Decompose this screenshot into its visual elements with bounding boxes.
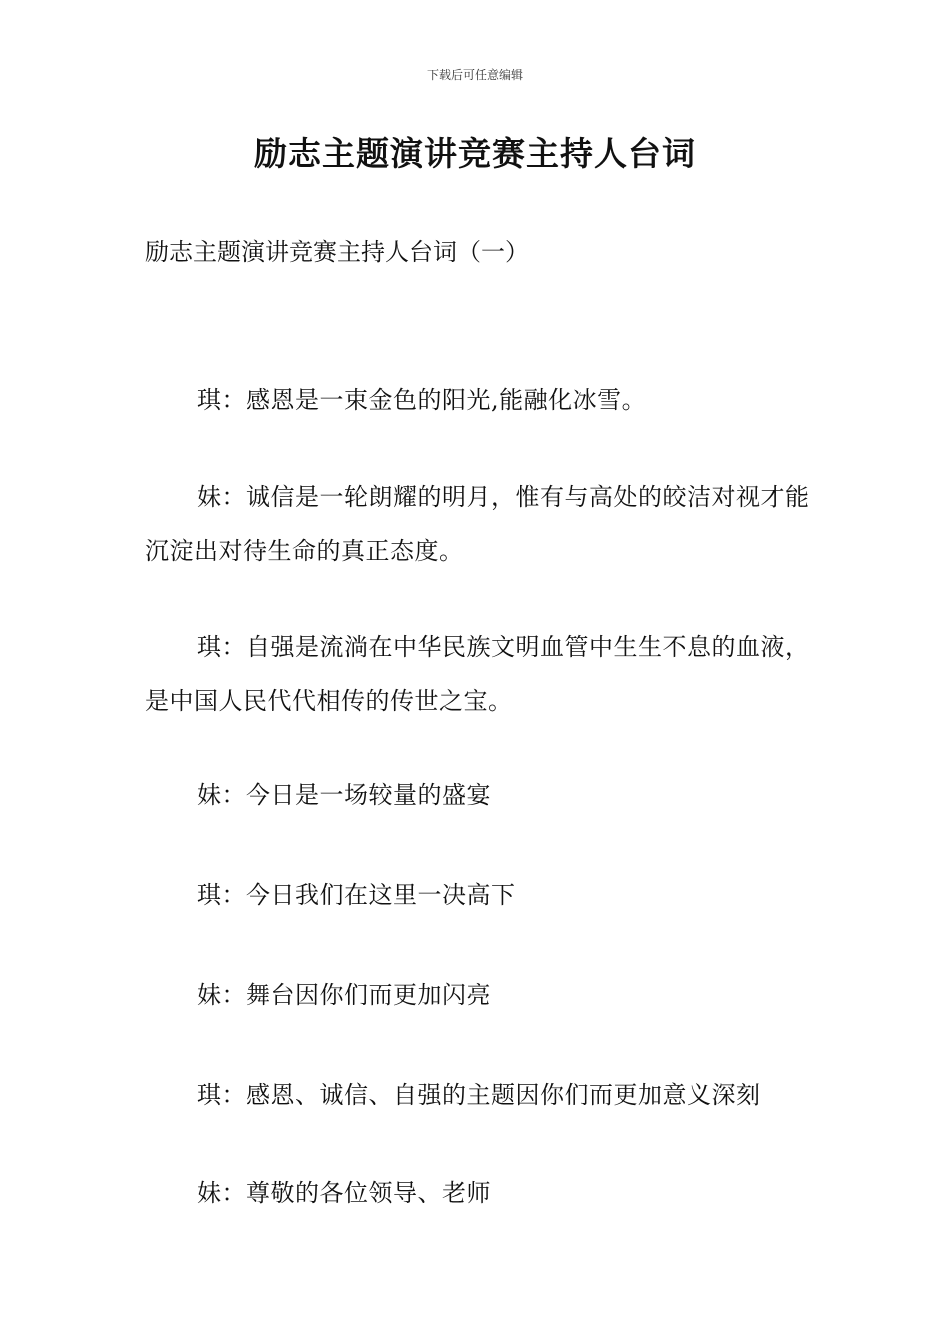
paragraph-4: 妹：今日是一场较量的盛宴 xyxy=(197,781,491,809)
paragraph-2: 妹：诚信是一轮朗耀的明月，惟有与高处的皎洁对视才能沉淀出对待生命的真正态度。 xyxy=(145,483,810,565)
paragraph-7: 琪：感恩、诚信、自强的主题因你们而更加意义深刻 xyxy=(197,1081,761,1109)
paragraph-3: 琪：自强是流淌在中华民族文明血管中生生不息的血液，是中国人民代代相传的传世之宝。 xyxy=(145,633,810,715)
paragraph-1: 琪：感恩是一束金色的阳光,能融化冰雪。 xyxy=(197,386,647,414)
paragraph-8: 妹：尊敬的各位领导、老师 xyxy=(197,1179,491,1207)
paragraph-5: 琪：今日我们在这里一决高下 xyxy=(197,881,516,909)
paragraph-6: 妹：舞台因你们而更加闪亮 xyxy=(197,981,491,1009)
section-subtitle: 励志主题演讲竞赛主持人台词（一） xyxy=(145,238,529,266)
header-note: 下载后可任意编辑 xyxy=(426,68,523,82)
document-title: 励志主题演讲竞赛主持人台词 xyxy=(254,134,696,173)
